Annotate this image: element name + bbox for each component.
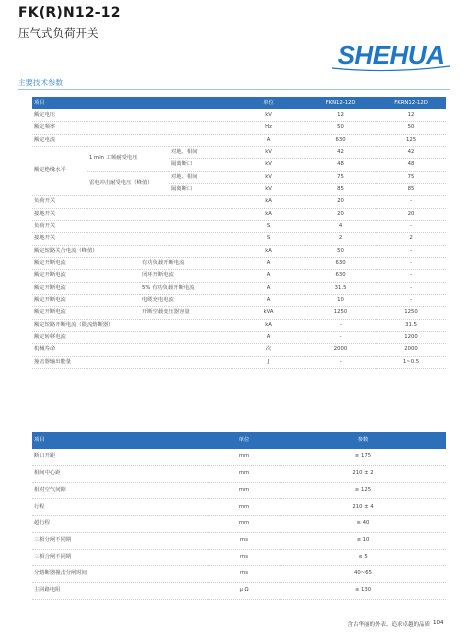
row-unit: S (232, 233, 305, 245)
row-value-1: 48 (305, 159, 376, 171)
table-row (32, 109, 446, 121)
row-unit: A (232, 282, 305, 294)
row-unit: kVA (232, 307, 305, 319)
row-sublabel: 对地、相间 (169, 146, 232, 158)
row-sublabel: 开断空载变压器容量 (140, 307, 232, 319)
row-value: ≤ 10 (280, 532, 446, 549)
table-row (32, 307, 446, 319)
row-value-2: 75 (376, 171, 446, 183)
lightning-impulse-label: 雷电冲击耐受电压（峰值） (87, 171, 169, 196)
row-unit: J (232, 356, 305, 368)
row-unit: mm (208, 482, 280, 499)
row-value-1: - (305, 356, 376, 368)
table-row (32, 344, 446, 356)
row-label: 撞击器输出能量 (32, 356, 232, 368)
row-label: 额定转移电流 (32, 332, 232, 344)
row-value-1: - (305, 319, 376, 331)
table-row (32, 332, 446, 344)
row-unit: kA (232, 245, 305, 257)
row-value-1: 31.5 (305, 282, 376, 294)
row-value-2: 1200 (376, 332, 446, 344)
page-number: 104 (433, 620, 444, 626)
section-title: 主要技术参数 (18, 78, 63, 87)
table-row (32, 270, 446, 282)
row-value: ≥ 40 (280, 516, 446, 533)
row-label: 超行程 (32, 516, 208, 533)
row-unit: μ Ω (208, 582, 280, 599)
row-unit: kA (232, 196, 305, 208)
header-unit: 单位 (232, 97, 305, 109)
table-row (32, 566, 446, 583)
row-unit: 次 (232, 344, 305, 356)
row-label: 额定开断电流 (32, 257, 140, 269)
row-value-1: 4 (305, 220, 376, 232)
table-row (32, 233, 446, 245)
row-value-2: 42 (376, 146, 446, 158)
row-unit: kV (232, 171, 305, 183)
svg-text:SHEHUA: SHEHUA (337, 40, 445, 70)
row-value-1: 630 (305, 257, 376, 269)
row-value-2: 50 (376, 122, 446, 134)
table-row (32, 134, 446, 146)
table-row (32, 516, 446, 533)
footer-slogan: 含古华丽的外表、追求卓越的品质 (347, 622, 430, 628)
row-label: 额定开断电流 (32, 282, 140, 294)
row-value-1: 75 (305, 171, 376, 183)
table-row (32, 295, 446, 307)
row-unit: mm (208, 465, 280, 482)
row-value-1: 42 (305, 146, 376, 158)
row-unit: kA (232, 208, 305, 220)
row-label: 接地开关 (32, 233, 232, 245)
row-unit: kV (232, 183, 305, 195)
row-unit: A (232, 257, 305, 269)
power-frequency-label: 1 min 工频耐受电压 (87, 146, 169, 171)
row-value-2: 48 (376, 159, 446, 171)
row-value-1: 630 (305, 270, 376, 282)
table-row (32, 282, 446, 294)
table-row (32, 208, 446, 220)
row-value-1: 2000 (305, 344, 376, 356)
row-unit: A (232, 134, 305, 146)
table-row (32, 245, 446, 257)
row-value-2: - (376, 295, 446, 307)
row-value-2: - (376, 270, 446, 282)
row-unit: kA (232, 319, 305, 331)
row-label: 主回路电阻 (32, 582, 208, 599)
row-label: 机械寿命 (32, 344, 232, 356)
row-value-1: 1250 (305, 307, 376, 319)
row-value-2: 2 (376, 233, 446, 245)
row-value-2: 85 (376, 183, 446, 195)
row-label: 断口开距 (32, 449, 208, 466)
row-value: ≤ 5 (280, 549, 446, 566)
row-unit: mm (208, 449, 280, 466)
row-unit: A (232, 270, 305, 282)
row-label: 相间中心距 (32, 465, 208, 482)
row-value-2: 125 (376, 134, 446, 146)
row-sublabel: 有功负载开断电流 (140, 257, 232, 269)
row-value-1: 50 (305, 245, 376, 257)
row-label: 额定开断电流 (32, 307, 140, 319)
table-header-row (32, 97, 446, 109)
row-value-1: 50 (305, 122, 376, 134)
row-value-1: 85 (305, 183, 376, 195)
row-value-1: 20 (305, 208, 376, 220)
row-value: ≤ 130 (280, 582, 446, 599)
row-value-2: - (376, 282, 446, 294)
product-name: 压气式负荷开关 (18, 26, 99, 40)
row-unit: ms (208, 566, 280, 583)
row-sublabel: 隔离断口 (169, 159, 232, 171)
table-row (32, 122, 446, 134)
row-label: 额定短路关合电流（峰值） (32, 245, 232, 257)
row-value-1: 20 (305, 196, 376, 208)
row-unit: mm (208, 499, 280, 516)
row-value-2: 1~0.5 (376, 356, 446, 368)
row-value-2: 2000 (376, 344, 446, 356)
section-rule (18, 89, 450, 90)
table-header-row (32, 432, 446, 449)
row-value-1: 630 (305, 134, 376, 146)
row-unit: kV (232, 159, 305, 171)
table-row (32, 582, 446, 599)
row-label: 负荷开关 (32, 196, 232, 208)
row-value-2: - (376, 257, 446, 269)
header-item: 项目 (32, 97, 232, 109)
header-item: 项目 (32, 432, 208, 449)
row-value-1: - (305, 332, 376, 344)
row-label: 相对空气间隙 (32, 482, 208, 499)
company-logo (328, 38, 454, 72)
table-row (32, 499, 446, 516)
row-label: 额定电流 (32, 134, 232, 146)
row-value-2: 20 (376, 208, 446, 220)
insulation-group-label: 额定绝缘水平 (32, 146, 87, 195)
row-value: ≥ 175 (280, 449, 446, 466)
row-value-2: - (376, 220, 446, 232)
table-row (32, 449, 446, 466)
row-value: 40~65 (280, 566, 446, 583)
row-label: 额定短路开断电流（限流熔断器） (32, 319, 232, 331)
row-unit: mm (208, 516, 280, 533)
row-value-1: 12 (305, 109, 376, 121)
row-value-2: - (376, 245, 446, 257)
table-row (32, 465, 446, 482)
row-label: 额定开断电流 (32, 270, 140, 282)
row-sublabel: 电缆充电电流 (140, 295, 232, 307)
row-sublabel: 隔离断口 (169, 183, 232, 195)
row-unit: kV (232, 109, 305, 121)
row-value-1: 2 (305, 233, 376, 245)
model-title: FK(R)N12-12 (18, 5, 121, 21)
table-row (32, 549, 446, 566)
row-unit: kV (232, 146, 305, 158)
technical-parameters-table (32, 97, 446, 369)
mechanical-parameters-table (32, 432, 446, 600)
row-label: 接地开关 (32, 208, 232, 220)
row-unit: S (232, 220, 305, 232)
table-row (32, 220, 446, 232)
header-fkn: FKN12-12D (305, 97, 376, 109)
row-value-2: 1250 (376, 307, 446, 319)
row-label: 分熔断器撞击分闸时间 (32, 566, 208, 583)
row-unit: ms (208, 532, 280, 549)
header-unit: 单位 (208, 432, 280, 449)
row-unit: A (232, 332, 305, 344)
row-value: 210 ± 4 (280, 499, 446, 516)
row-unit: Hz (232, 122, 305, 134)
row-label: 三相分闸不同期 (32, 532, 208, 549)
header-value: 参数 (280, 432, 446, 449)
row-label: 负荷开关 (32, 220, 232, 232)
row-label: 行程 (32, 499, 208, 516)
row-sublabel: 闭环开断电流 (140, 270, 232, 282)
row-sublabel: 5% 有功负载开断电流 (140, 282, 232, 294)
table-row (32, 257, 446, 269)
table-row (32, 146, 446, 158)
row-label: 额定频率 (32, 122, 232, 134)
row-label: 三相合闸不同期 (32, 549, 208, 566)
row-value-2: - (376, 196, 446, 208)
row-label: 额定电压 (32, 109, 232, 121)
table-row (32, 196, 446, 208)
row-unit: A (232, 295, 305, 307)
row-value: 210 ± 2 (280, 465, 446, 482)
row-unit: ms (208, 549, 280, 566)
table-row (32, 532, 446, 549)
row-value-2: 31.5 (376, 319, 446, 331)
table-row (32, 482, 446, 499)
row-sublabel: 对地、相间 (169, 171, 232, 183)
row-value-1: 10 (305, 295, 376, 307)
table-row (32, 171, 446, 183)
row-value: ≥ 125 (280, 482, 446, 499)
table-row (32, 319, 446, 331)
row-value-2: 12 (376, 109, 446, 121)
row-label: 额定开断电流 (32, 295, 140, 307)
table-row (32, 356, 446, 368)
header-fkrn: FKRN12-12D (376, 97, 446, 109)
